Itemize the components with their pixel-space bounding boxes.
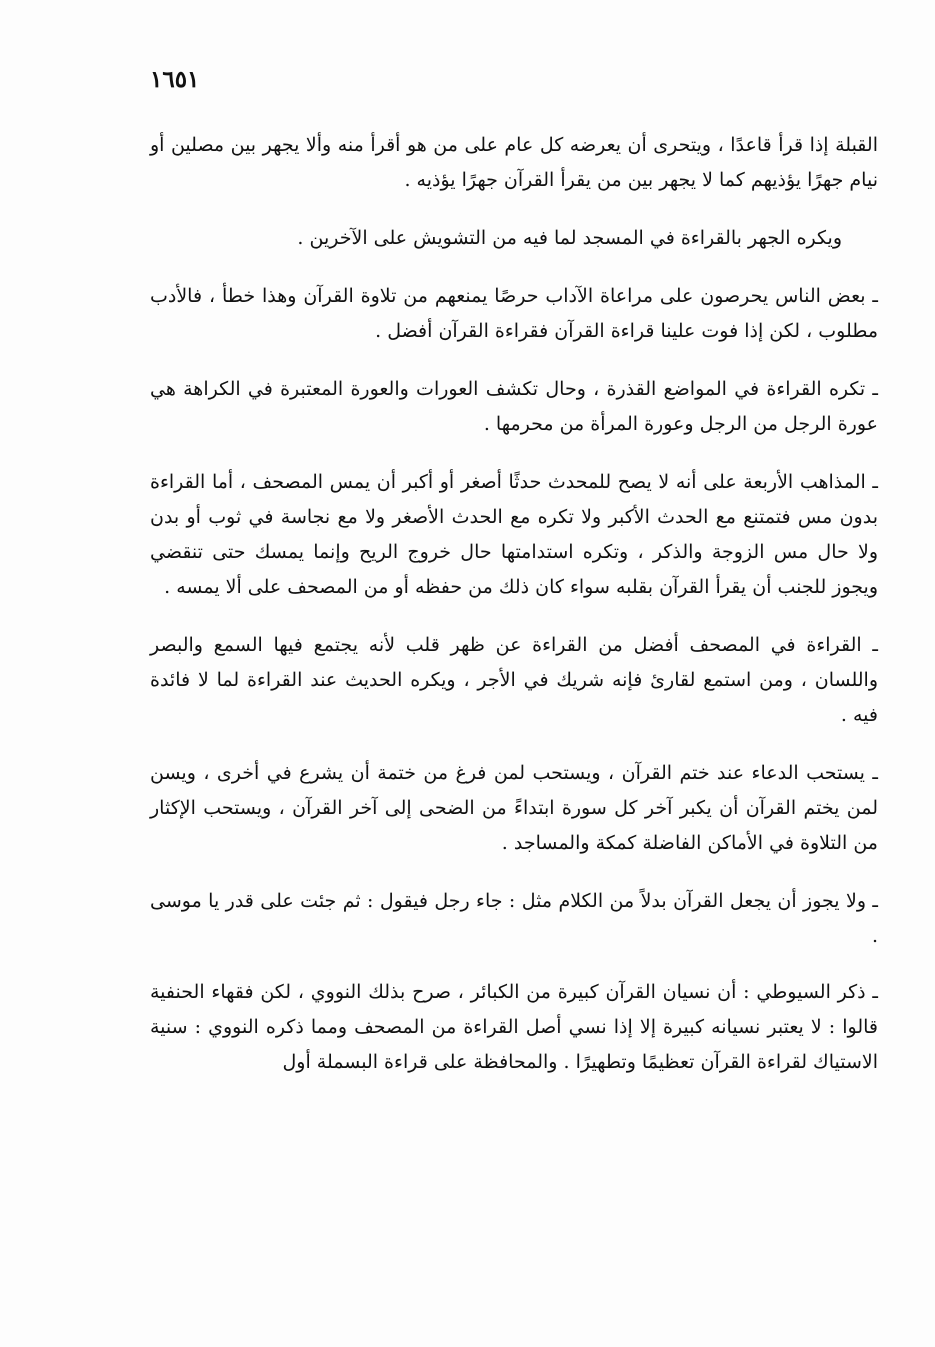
paragraph-1: القبلة إذا قرأ قاعدًا ، ويتحرى أن يعرضه كل عام على من هو أقرأ منه وألا يجهر بين مصلين أو نيام جهرًا يؤذيهم كما لا يجهر بين من يقرأ القرآن جهرًا يؤذيه . bbox=[150, 134, 878, 191]
paragraph-5: ـ المذاهب الأربعة على أنه لا يصح للمحدث حدثًا أصغر أو أكبر أن يمس المصحف ، أما القراءة بدون مس فتمتنع مع الحدث الأكبر ولا تكره مع الحدث الأصغر ولا مع نجاسة في ثوب أو بدن ولا حال مس الزوجة والذكر ، وتكره استدامتها حال خروج الريح وإنما يمسك حتى تنقضي ويجوز للجنب أن يقرأ القرآن بقلبه سواء كان ذلك من حفظه أو من المصحف على ألا يمسه . bbox=[150, 471, 878, 598]
paragraph-3: ـ بعض الناس يحرصون على مراعاة الآداب حرصًا يمنعهم من تلاوة القرآن وهذا خطأ ، فالأدب مطلوب ، لكن إذا فوت علينا قراءة القرآن فقراءة القرآن أفضل . bbox=[150, 285, 878, 342]
page-body bbox=[150, 128, 878, 1103]
paragraph-4: ـ تكره القراءة في المواضع القذرة ، وحال تكشف العورات والعورة المعتبرة في الكراهة هي عورة الرجل من الرجل وعورة المرأة من محرمها . bbox=[150, 378, 878, 435]
page-number: ١٦٥١ bbox=[150, 66, 200, 93]
paragraph-7: ـ يستحب الدعاء عند ختم القرآن ، ويستحب لمن فرغ من ختمة أن يشرع في أخرى ، ويسن لمن يختم القرآن أن يكبر آخر كل سورة ابتداءً من الضحى إلى آخر القرآن ، ويستحب الإكثار من التلاوة في الأماكن الفاضلة كمكة والمساجد . bbox=[150, 762, 878, 854]
paragraph-9: ـ ذكر السيوطي : أن نسيان القرآن كبيرة من الكبائر ، صرح بذلك النووي ، لكن فقهاء الحنفية قالوا : لا يعتبر نسيانه كبيرة إلا إذا نسي أصل القراءة من المصحف ومما ذكره النووي : سنية الاستياك لقراءة القرآن تعظيمًا وتطهيرًا . والمحافظة على قراءة البسملة أول bbox=[150, 981, 878, 1073]
paragraph-6: ـ القراءة في المصحف أفضل من القراءة عن ظهر قلب لأنه يجتمع فيها السمع والبصر واللسان ، ومن استمع لقارئ فإنه شريك في الأجر ، ويكره الحديث عند القراءة لما لا فائدة فيه . bbox=[150, 634, 879, 726]
paragraph-8: ـ ولا يجوز أن يجعل القرآن بدلاً من الكلام مثل : جاء رجل فيقول : ثم جئت على قدر يا موسى . bbox=[150, 890, 878, 947]
paragraph-2: ويكره الجهر بالقراءة في المسجد لما فيه من التشويش على الآخرين . bbox=[297, 227, 842, 249]
